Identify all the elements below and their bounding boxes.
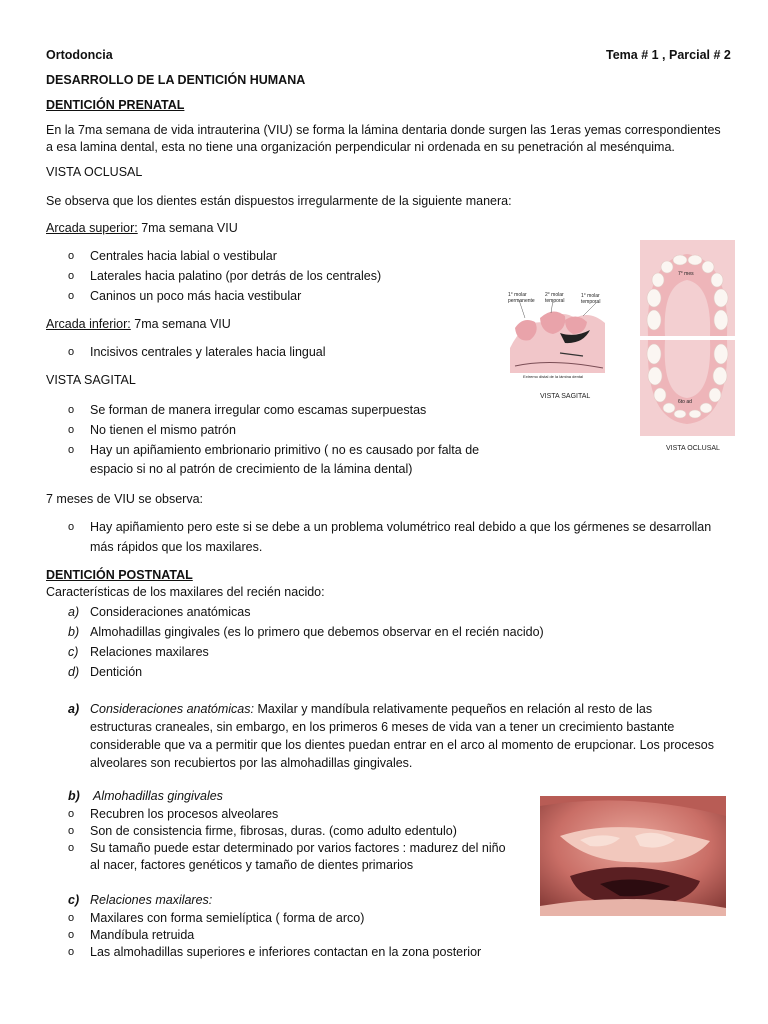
siete-meses-text: 7 meses de VIU se observa:	[46, 492, 204, 506]
bullet-icon: o	[68, 912, 75, 924]
sagittal-label: 1° molar permanente	[508, 292, 535, 304]
heading-prenatal: DENTICIÓN PRENATAL	[46, 98, 185, 112]
list-item: Laterales hacia palatino (por detrás de los centrales)	[90, 269, 382, 283]
bullet-icon: o	[68, 270, 75, 282]
arcada-superior-rest: 7ma semana VIU	[137, 221, 238, 235]
lower-arch-illustration	[640, 340, 735, 436]
bullet-icon: o	[68, 346, 75, 358]
section-a-line-1	[90, 701, 652, 717]
gum-pads-photo	[540, 796, 726, 916]
header-topic: Tema # 1 , Parcial # 2	[606, 48, 731, 62]
bullet-icon: o	[68, 808, 75, 820]
section-b-title: Almohadillas gingivales	[93, 789, 223, 803]
bullet-icon: o	[68, 250, 75, 262]
sagittal-label: 1° molar temporal	[581, 293, 601, 305]
document-title: DESARROLLO DE LA DENTICIÓN HUMANA	[46, 73, 306, 87]
list-item: Maxilares con forma semielíptica ( forma de arco)	[90, 911, 365, 925]
list-item: Mandíbula retruida	[90, 928, 195, 942]
list-letter: d)	[68, 665, 80, 679]
vista-sagital-heading: VISTA SAGITAL	[46, 373, 136, 387]
section-c-title: Relaciones maxilares:	[90, 893, 213, 907]
list-item: Almohadillas gingivales (es lo primero que debemos observar en el recién nacido)	[90, 625, 544, 639]
list-item-continued: más rápidos que los maxilares.	[90, 540, 263, 554]
list-item: No tienen el mismo patrón	[90, 423, 236, 437]
list-item-continued: espacio si no al patrón de crecimiento de la lámina dental)	[90, 462, 413, 476]
section-a-title: Consideraciones anatómicas:	[90, 702, 254, 716]
list-item: Las almohadillas superiores e inferiores contactan en la zona posterior	[90, 945, 482, 959]
section-a-line-4: alveolares son recubiertos por las almohadillas gingivales.	[90, 756, 413, 770]
observa-text: Se observa que los dientes están dispuestos irregularmente de la siguiente manera:	[46, 194, 512, 208]
heading-postnatal: DENTICIÓN POSTNATAL	[46, 568, 193, 582]
header-subject: Ortodoncia	[46, 48, 113, 62]
bullet-icon: o	[68, 521, 75, 533]
bullet-icon: o	[68, 946, 75, 958]
list-item: Hay apiñamiento pero este si se debe a un problema volumétrico real debido a que los gérmenes se desarrollan	[90, 520, 712, 534]
arcada-inferior-line	[46, 316, 231, 332]
bullet-icon: o	[68, 444, 75, 456]
list-item: Incisivos centrales y laterales hacia lingual	[90, 345, 326, 359]
list-item: Recubren los procesos alveolares	[90, 807, 279, 821]
list-item: Su tamaño puede estar determinado por varios factores : madurez del niño	[90, 841, 506, 855]
list-item-continued: al nacer, factores genéticos y tamaño de dientes primarios	[90, 858, 414, 872]
lower-arch-label: 6to ad	[678, 399, 692, 405]
section-c-letter: c)	[68, 893, 80, 907]
arcada-superior-line	[46, 220, 238, 236]
section-a-letter: a)	[68, 702, 80, 716]
section-a-line-2: estructuras craneales, sin embargo, en los primeros 6 meses de vida van a tener un crecimiento bastante	[90, 720, 675, 734]
bullet-icon: o	[68, 929, 75, 941]
bullet-icon: o	[68, 825, 75, 837]
sagittal-view-illustration	[505, 288, 610, 383]
oclusal-caption: VISTA OCLUSAL	[666, 445, 720, 452]
list-letter: a)	[68, 605, 80, 619]
sagittal-label: Extremo distal de la lámina dental	[523, 374, 584, 379]
upper-arch-label: 7° mes	[678, 271, 694, 277]
sagittal-caption: VISTA SAGITAL	[540, 393, 591, 400]
prenatal-paragraph-line-1: En la 7ma semana de vida intrauterina (VIU) se forma la lámina dentaria donde surgen las 1eras yemas correspondientes	[46, 123, 721, 137]
bullet-icon: o	[68, 842, 75, 854]
list-item: Consideraciones anatómicas	[90, 605, 251, 619]
sagittal-label: 2° molar temporal	[545, 292, 565, 304]
list-item: Dentición	[90, 665, 143, 679]
section-b-letter: b)	[68, 789, 80, 803]
section-a-line-3: considerable que va a permitir que los dientes puedan entrar en el arco al momento de erupcionar. Los procesos	[90, 738, 714, 752]
list-item: Centrales hacia labial o vestibular	[90, 249, 277, 263]
list-item: Caninos un poco más hacia vestibular	[90, 289, 302, 303]
bullet-icon: o	[68, 424, 75, 436]
prenatal-paragraph-line-2: a esa lamina dental, esta no tiene una organización perpendicular ni ordenada en su penetración al mesénquima.	[46, 140, 675, 154]
list-letter: b)	[68, 625, 80, 639]
section-a-text: Maxilar y mandíbula relativamente pequeños en relación al resto de las	[253, 702, 653, 716]
vista-oclusal-heading: VISTA OCLUSAL	[46, 165, 143, 179]
list-item: Hay un apiñamiento embrionario primitivo ( no es causado por falta de	[90, 443, 480, 457]
arcada-inferior-rest: 7ma semana VIU	[130, 317, 231, 331]
list-letter: c)	[68, 645, 79, 659]
arcada-inferior-label: Arcada inferior:	[46, 317, 131, 331]
list-item: Relaciones maxilares	[90, 645, 209, 659]
bullet-icon: o	[68, 290, 75, 302]
list-item: Son de consistencia firme, fibrosas, duras. (como adulto edentulo)	[90, 824, 457, 838]
list-item: Se forman de manera irregular como escamas superpuestas	[90, 403, 427, 417]
postnatal-intro: Características de los maxilares del recién nacido:	[46, 585, 325, 599]
upper-arch-illustration	[640, 240, 735, 336]
bullet-icon: o	[68, 404, 75, 416]
arcada-superior-label: Arcada superior:	[46, 221, 138, 235]
